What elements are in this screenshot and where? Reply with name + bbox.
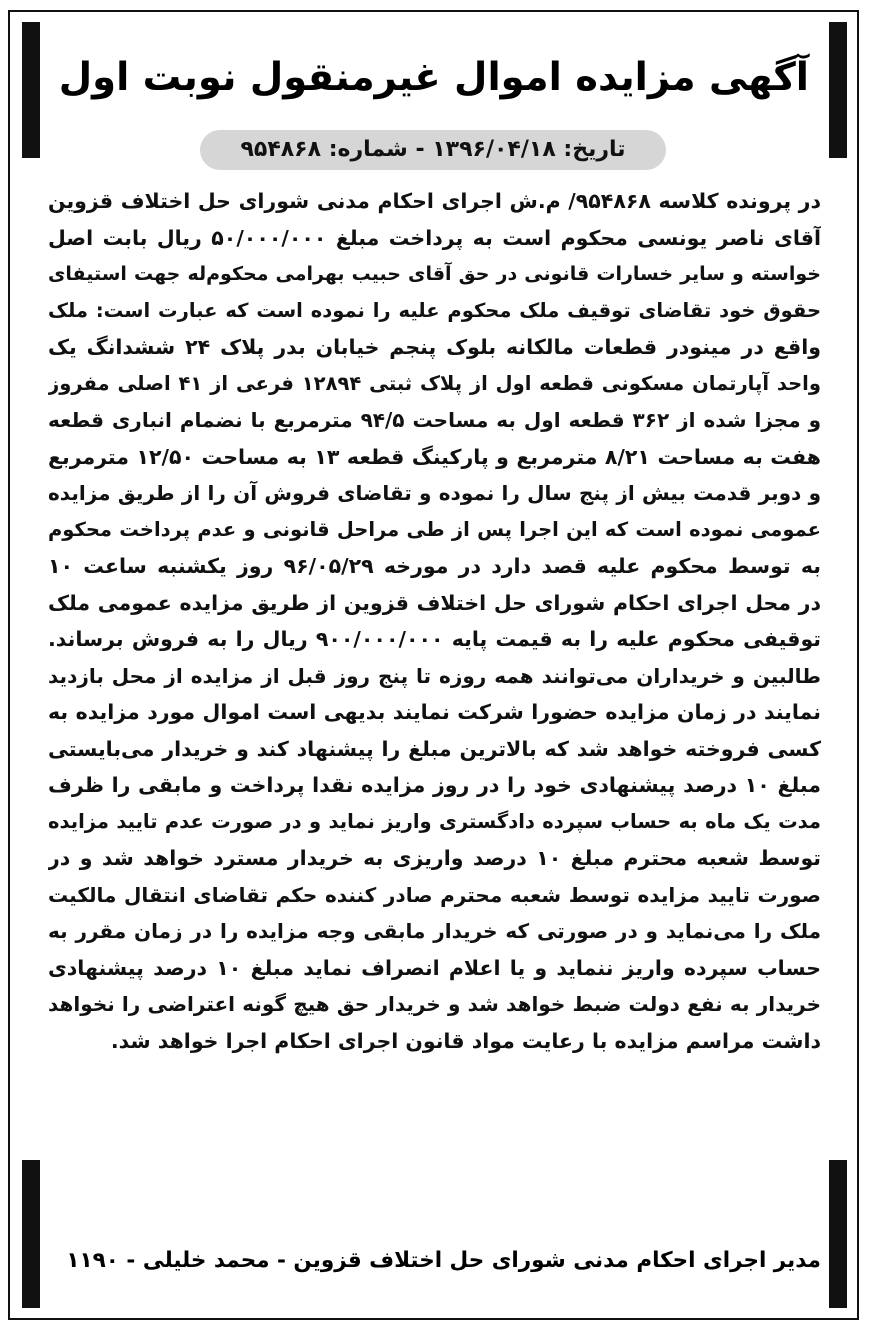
body-line: و مجزا شده از ۳۶۲ قطعه اول به مساحت ۹۴/۵ مترمربع با نضمام انباری قطعه bbox=[48, 408, 821, 432]
signature-line: مدیر اجرای احکام مدنی شورای حل اختلاف قزوین - محمد خلیلی - ۱۱۹۰ bbox=[66, 1248, 821, 1273]
body-line: هفت به مساحت ۸/۲۱ مترمربع و پارکینگ قطعه ۱۳ به مساحت ۱۲/۵۰ مترمربع bbox=[48, 444, 821, 469]
body-line: واحد آپارتمان مسکونی قطعه اول از پلاک ثبتی ۱۲۸۹۴ فرعی از ۴۱ اصلی مفروز bbox=[48, 371, 821, 395]
body-line: داشت مراسم مزایده با رعایت مواد قانون اجرای احکام اجرا خواهد شد. bbox=[110, 1028, 821, 1053]
body-line: به توسط محکوم علیه قصد دارد در مورخه ۹۶/۰۵/۲۹ روز یکشنبه ساعت ۱۰ bbox=[48, 554, 821, 578]
body-line: عمومی نموده است که این اجرا پس از طی مراحل قانونی و عدم پرداخت محکوم bbox=[48, 517, 821, 541]
body-line: در محل اجرای احکام شورای حل اختلاف قزوین از طریق مزایده عمومی ملک bbox=[48, 590, 821, 615]
body-line: و دوبر قدمت بیش از پنج سال را نموده و تقاضای فروش آن را از طریق مزایده bbox=[48, 481, 821, 505]
body-line: توسط شعبه محترم مبلغ ۱۰ درصد واریزی به خریدار مسترد خواهد شد و در bbox=[48, 846, 821, 870]
body-line: حقوق خود تقاضای توقیف ملک محکوم علیه را نموده است که عبارت است: ملک bbox=[48, 298, 821, 322]
body-line: آقای ناصر یونسی محکوم است به پرداخت مبلغ ۵۰/۰۰۰/۰۰۰ ریال بابت اصل bbox=[48, 225, 821, 250]
body-line: مدت یک ماه به حساب سپرده دادگستری واریز نماید و در صورت عدم تایید مزایده bbox=[48, 809, 821, 833]
notice-title: آگهی مزایده اموال غیرمنقول نوبت اول bbox=[58, 55, 809, 100]
body-line: ملک را می‌نماید و در صورتی که خریدار مابقی وجه مزایده را در زمان مقرر به bbox=[48, 919, 821, 943]
corner-bar-bottom-left bbox=[22, 1160, 40, 1308]
body-line: واقع در مینودر قطعات مالکانه بلوک پنجم خیابان بدر پلاک ۲۴ ششدانگ یک bbox=[48, 335, 821, 359]
body-line: توقیفی محکوم علیه را به قیمت پایه ۹۰۰/۰۰۰/۰۰۰ ریال را به فروش برساند. bbox=[48, 627, 821, 651]
body-line: طالبین و خریداران می‌توانند همه روزه تا پنج روز قبل از مزایده از محل بازدید bbox=[48, 663, 821, 688]
body-line: خریدار به نفع دولت ضبط خواهد شد و خریدار حق هیچ گونه اعتراضی را نخواهد bbox=[48, 992, 821, 1016]
corner-bar-top-left bbox=[22, 22, 40, 158]
date-number-badge: تاریخ: ۱۳۹۶/۰۴/۱۸ - شماره: ۹۵۴۸۶۸ bbox=[200, 130, 666, 170]
corner-bar-top-right bbox=[829, 22, 847, 158]
body-line: مبلغ ۱۰ درصد پیشنهادی خود را در روز مزایده نقدا پرداخت و مابقی را ظرف bbox=[48, 773, 821, 797]
body-line: حساب سپرده واریز ننماید و یا اعلام انصراف نماید مبلغ ۱۰ درصد پیشنهادی bbox=[48, 955, 821, 980]
body-line: در پرونده کلاسه ۹۵۴۸۶۸/ م.ش اجرای احکام مدنی شورای حل اختلاف قزوین bbox=[48, 189, 821, 213]
corner-bar-bottom-right bbox=[829, 1160, 847, 1308]
body-line: صورت تایید مزایده توسط شعبه محترم صادر کننده حکم تقاضای انتقال مالکیت bbox=[48, 882, 821, 907]
body-line: خواسته و سایر خسارات قانونی در حق آقای حبیب بهرامی محکوم‌له جهت استیفای bbox=[48, 263, 821, 285]
notice-body bbox=[48, 183, 821, 1059]
body-line: نمایند در زمان مزایده حضورا شرکت نمایند بدیهی است اموال مورد مزایده به bbox=[48, 700, 821, 724]
body-line: کسی فروخته خواهد شد که بالاترین مبلغ را پیشنهاد کند و خریدار می‌بایستی bbox=[48, 736, 821, 761]
